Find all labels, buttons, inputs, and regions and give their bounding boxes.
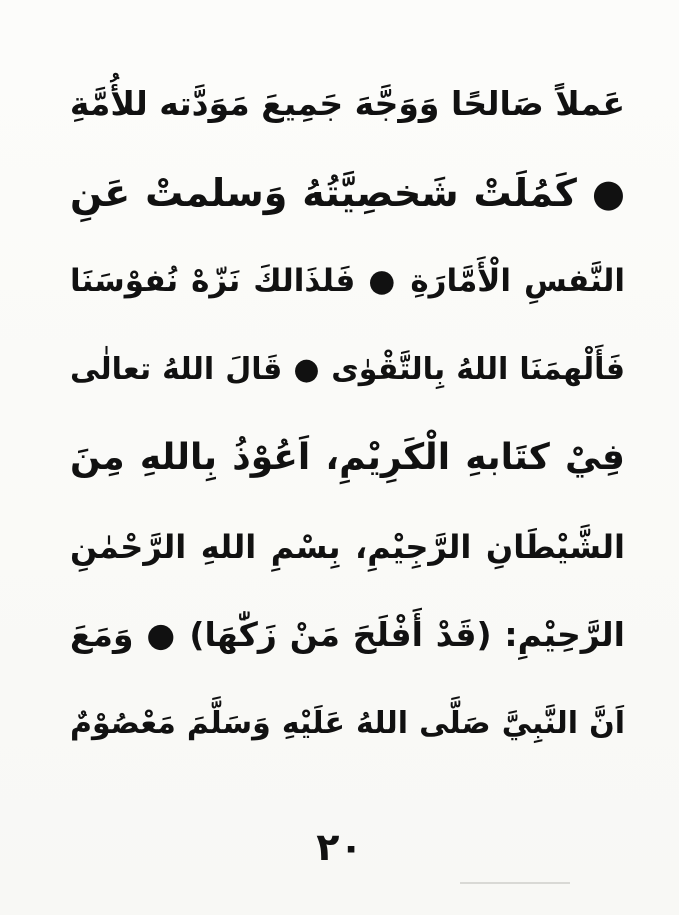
text-line-5: فِيْ كتَابهِ الْكَرِيْمِ، اَعُوْذُ بِاللهِ مِنَ [70, 437, 625, 478]
arabic-text-block [70, 60, 625, 768]
text-line-1: عَملاً صَالحًا وَوَجَّهَ جَمِيعَ مَوَدَّته للأُمَّةِ [69, 84, 625, 123]
text-line-8: اَنَّ النَّبِيَّ صَلَّى اللهُ عَلَيْهِ وَسَلَّمَ مَعْصُوْمٌ [70, 705, 625, 741]
text-line-2: ● كَمُلَتْ شَخصِيَّتُهُ وَسلمتْ عَنِ [70, 170, 625, 215]
text-line-4: فَأَلْهمَنَا اللهُ بِالتَّقْوٰى ● قَالَ اللهُ تعالٰى [70, 351, 625, 387]
scan-edge-mark [460, 882, 570, 884]
text-line-6: الشَّيْطَانِ الرَّجِيْمِ، بِسْمِ اللهِ الرَّحْمٰنِ [70, 527, 625, 566]
text-line-7: الرَّحِيْمِ: (قَدْ أَفْلَحَ مَنْ زَكّٰهَا) ● وَمَعَ [70, 615, 625, 654]
text-line-3: النَّفسِ الْأَمَّارَةِ ● فَلذَالكَ نَزّهْ نُفوْسَنَا [70, 263, 625, 299]
page-number: ٢٠ [316, 825, 363, 869]
